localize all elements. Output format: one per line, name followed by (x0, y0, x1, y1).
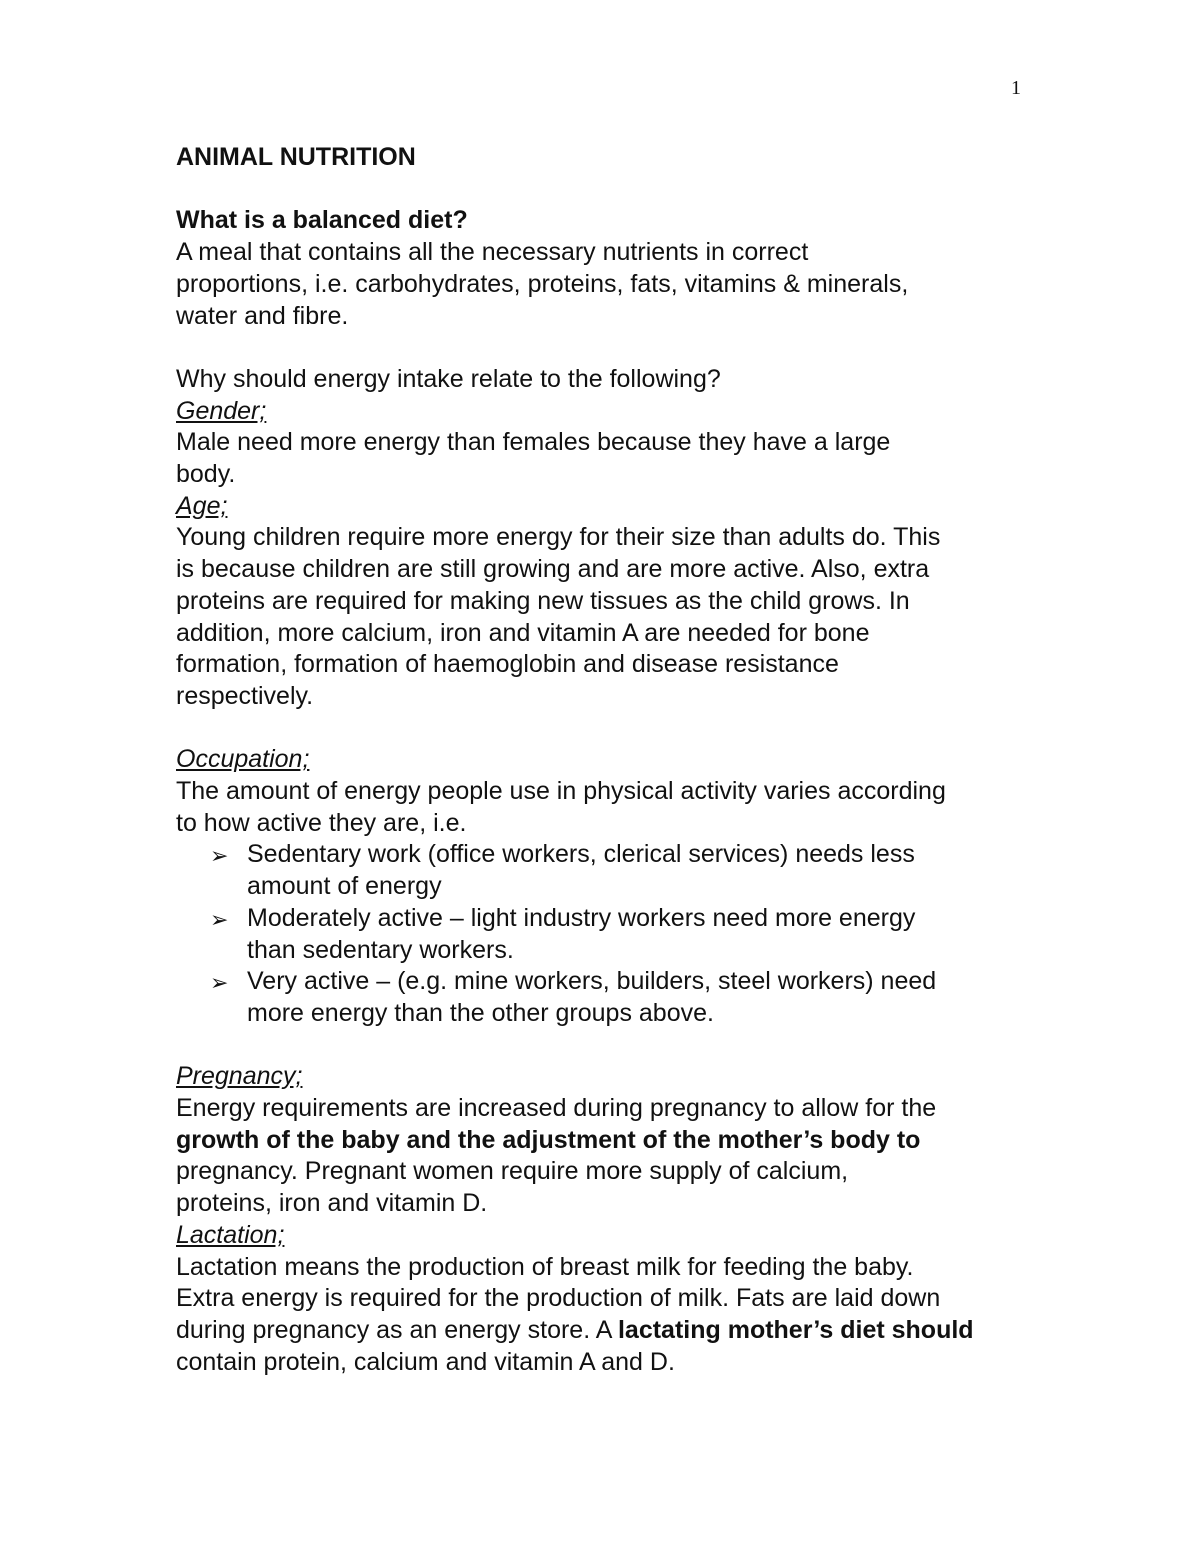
pregnancy-section (176, 1061, 1056, 1220)
balanced-diet-question: What is a balanced diet? (176, 206, 468, 235)
page-number: 1 (1011, 77, 1021, 99)
occupation-bullet-list (176, 839, 1056, 1029)
balanced-diet-answer-line: water and fibre. (176, 301, 349, 330)
list-item (210, 903, 1056, 966)
bullet-text-line: Moderately active – light industry workers need more energy (247, 903, 916, 932)
arrow-bullet-icon: ➢ (210, 844, 229, 870)
arrow-bullet-icon: ➢ (210, 907, 229, 933)
occupation-text-line: to how active they are, i.e. (176, 808, 467, 837)
age-text-line: proteins are required for making new tissues as the child grows. In (176, 586, 910, 615)
pregnancy-text-line: Energy requirements are increased during pregnancy to allow for the (176, 1094, 937, 1123)
balanced-diet-answer-line: A meal that contains all the necessary nutrients in correct (176, 238, 809, 267)
bullet-text-line: Very active – (e.g. mine workers, builders, steel workers) need (247, 967, 937, 996)
age-text-line: is because children are still growing and are more active. Also, extra (176, 555, 930, 584)
bullet-text-line: Sedentary work (office workers, clerical services) needs less (247, 840, 915, 869)
lactation-section (176, 1220, 1056, 1379)
gender-text-line: Male need more energy than females because they have a large (176, 428, 891, 457)
lactation-text-bold: lactating mother’s diet should (617, 1315, 974, 1344)
lactation-text-start: during pregnancy as an energy store. A (176, 1315, 618, 1344)
age-section (176, 491, 1056, 713)
arrow-bullet-icon: ➢ (210, 971, 229, 997)
lactation-text-line: Extra energy is required for the production of milk. Fats are laid down (176, 1284, 941, 1313)
gender-label: Gender; (176, 396, 267, 425)
document-title: ANIMAL NUTRITION (176, 143, 416, 171)
balanced-diet-section (176, 205, 1056, 332)
bullet-text-line: more energy than the other groups above. (247, 998, 714, 1027)
document-body (176, 142, 1056, 1378)
bullet-text-line: amount of energy (247, 872, 442, 901)
lactation-text-line (176, 1315, 1056, 1347)
list-item (210, 966, 1056, 1029)
age-text-line: addition, more calcium, iron and vitamin A are needed for bone (176, 618, 870, 647)
age-label: Age; (176, 491, 228, 520)
age-text-line: respectively. (176, 681, 314, 710)
gender-text-line: body. (176, 460, 236, 488)
occupation-label: Occupation; (176, 745, 310, 774)
list-item (210, 839, 1056, 902)
lactation-text-line: contain protein, calcium and vitamin A and D. (176, 1347, 675, 1376)
lactation-text-line: Lactation means the production of breast milk for feeding the baby. (176, 1252, 914, 1281)
pregnancy-label: Pregnancy; (176, 1062, 303, 1091)
occupation-section (176, 744, 1056, 1029)
occupation-text-line: The amount of energy people use in physical activity varies according (176, 777, 946, 806)
energy-intake-question: Why should energy intake relate to the following? (176, 364, 721, 393)
age-text-line: Young children require more energy for their size than adults do. This (176, 523, 941, 552)
pregnancy-text-line: proteins, iron and vitamin D. (176, 1189, 488, 1218)
balanced-diet-answer-line: proportions, i.e. carbohydrates, proteins, fats, vitamins & minerals, (176, 269, 909, 298)
pregnancy-text-line-bold: growth of the baby and the adjustment of the mother’s body to (176, 1125, 921, 1154)
pregnancy-text-line: pregnancy. Pregnant women require more supply of calcium, (176, 1157, 849, 1186)
gender-section (176, 396, 1056, 491)
age-text-line: formation, formation of haemoglobin and disease resistance (176, 650, 839, 679)
bullet-text-line: than sedentary workers. (247, 935, 514, 964)
lactation-label: Lactation; (176, 1220, 285, 1249)
